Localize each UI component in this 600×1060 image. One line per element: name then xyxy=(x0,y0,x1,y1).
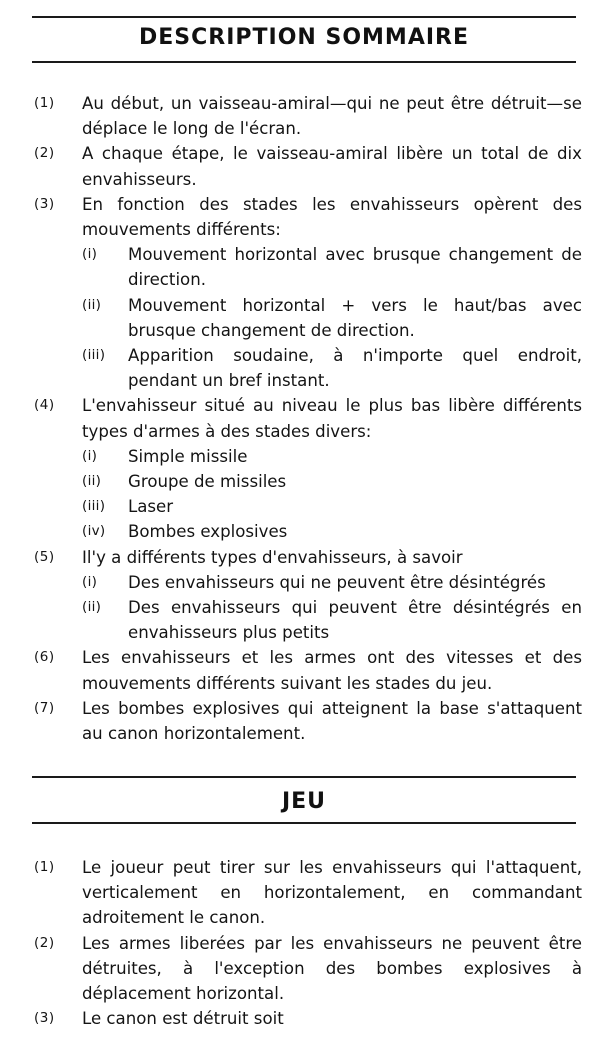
item-text: Les armes liberées par les envahisseurs ne peuvent être détruites, à l'exception des bombes explosives à déplacement horizontal. xyxy=(82,933,582,1004)
list-item xyxy=(34,545,582,570)
item-number: (1) xyxy=(34,859,55,875)
description-list xyxy=(34,91,582,746)
sub-item xyxy=(34,570,582,595)
section-title-jeu: JEU xyxy=(281,789,327,814)
sub-item-text: Des envahisseurs qui ne peuvent être désintégrés xyxy=(128,572,546,592)
list-item xyxy=(34,645,582,695)
sub-item xyxy=(34,343,582,393)
list-item xyxy=(34,855,582,931)
sub-item xyxy=(34,519,582,544)
item-text: Le joueur peut tirer sur les envahisseurs qui l'attaquent, verticalement en horizontalement, en commandant adroitement le canon. xyxy=(82,858,582,928)
item-number: (6) xyxy=(34,649,55,666)
sub-item xyxy=(34,595,582,645)
list-item xyxy=(34,696,582,746)
title-rule xyxy=(32,822,576,824)
list-item xyxy=(34,931,582,1007)
item-text: Les envahisseurs et les armes ont des vitesses et des mouvements différents suivant les stades du jeu. xyxy=(82,648,582,693)
sub-item-number: (ii) xyxy=(82,599,102,616)
sub-item xyxy=(34,494,582,519)
item-text: L'envahisseur situé au niveau le plus bas libère différents types d'armes à des stades divers: xyxy=(82,396,582,441)
sub-item-text: Bombes explosives xyxy=(128,522,288,542)
sub-item-number: (i) xyxy=(82,246,98,263)
sub-item-text: Simple missile xyxy=(128,446,248,466)
top-rule xyxy=(32,16,576,18)
title-rule xyxy=(32,61,576,63)
sub-item-text: Apparition soudaine, à n'importe quel endroit, pendant un bref instant. xyxy=(128,346,582,391)
item-text: A chaque étape, le vaisseau-amiral libère un total de dix envahisseurs. xyxy=(82,144,582,189)
item-text: En fonction des stades les envahisseurs opèrent des mouvements différents: xyxy=(82,194,582,240)
sub-item-text: Groupe de missiles xyxy=(128,472,287,492)
sub-item xyxy=(34,444,582,469)
sub-item-number: (iii) xyxy=(82,498,106,515)
sub-item-text: Laser xyxy=(128,497,174,517)
item-text: Au début, un vaisseau-amiral—qui ne peut être détruit—se déplace le long de l'écran. xyxy=(82,94,582,139)
item-number: (3) xyxy=(34,195,55,212)
list-item xyxy=(34,393,582,443)
sub-item xyxy=(34,293,582,343)
list-item xyxy=(34,192,582,242)
sub-item-number: (ii) xyxy=(82,473,102,490)
item-number: (4) xyxy=(34,397,55,414)
sub-item-number: (iv) xyxy=(82,523,106,540)
sub-item-text: Des envahisseurs qui peuvent être désintégrés en envahisseurs plus petits xyxy=(128,598,582,643)
list-item xyxy=(34,141,582,191)
item-number: (5) xyxy=(34,548,55,565)
sub-item xyxy=(34,469,582,494)
game-list xyxy=(34,855,582,1031)
sub-item-number: (iii) xyxy=(82,347,106,364)
item-number: (1) xyxy=(34,95,55,111)
sub-item-text: Mouvement horizontal avec brusque changement de direction. xyxy=(128,245,582,290)
item-number: (7) xyxy=(34,699,55,716)
section-title-description: DESCRIPTION SOMMAIRE xyxy=(138,25,469,50)
sub-item-number: (i) xyxy=(82,447,98,464)
item-number: (3) xyxy=(34,1010,55,1027)
sub-item-number: (i) xyxy=(82,573,98,590)
item-text: Il'y a différents types d'envahisseurs, à savoir xyxy=(82,547,463,567)
item-number: (2) xyxy=(34,145,55,162)
sub-item-number: (ii) xyxy=(82,296,102,313)
section-divider-rule xyxy=(32,776,576,778)
list-item xyxy=(34,1006,582,1031)
sub-item-text: Mouvement horizontal + vers le haut/bas avec brusque changement de direction. xyxy=(128,295,582,340)
item-text: Les bombes explosives qui atteignent la base s'attaquent au canon horizontalement. xyxy=(82,698,582,744)
item-number: (2) xyxy=(34,934,55,951)
list-item xyxy=(34,91,582,141)
sub-item xyxy=(34,242,582,292)
item-text: Le canon est détruit soit xyxy=(82,1009,284,1029)
